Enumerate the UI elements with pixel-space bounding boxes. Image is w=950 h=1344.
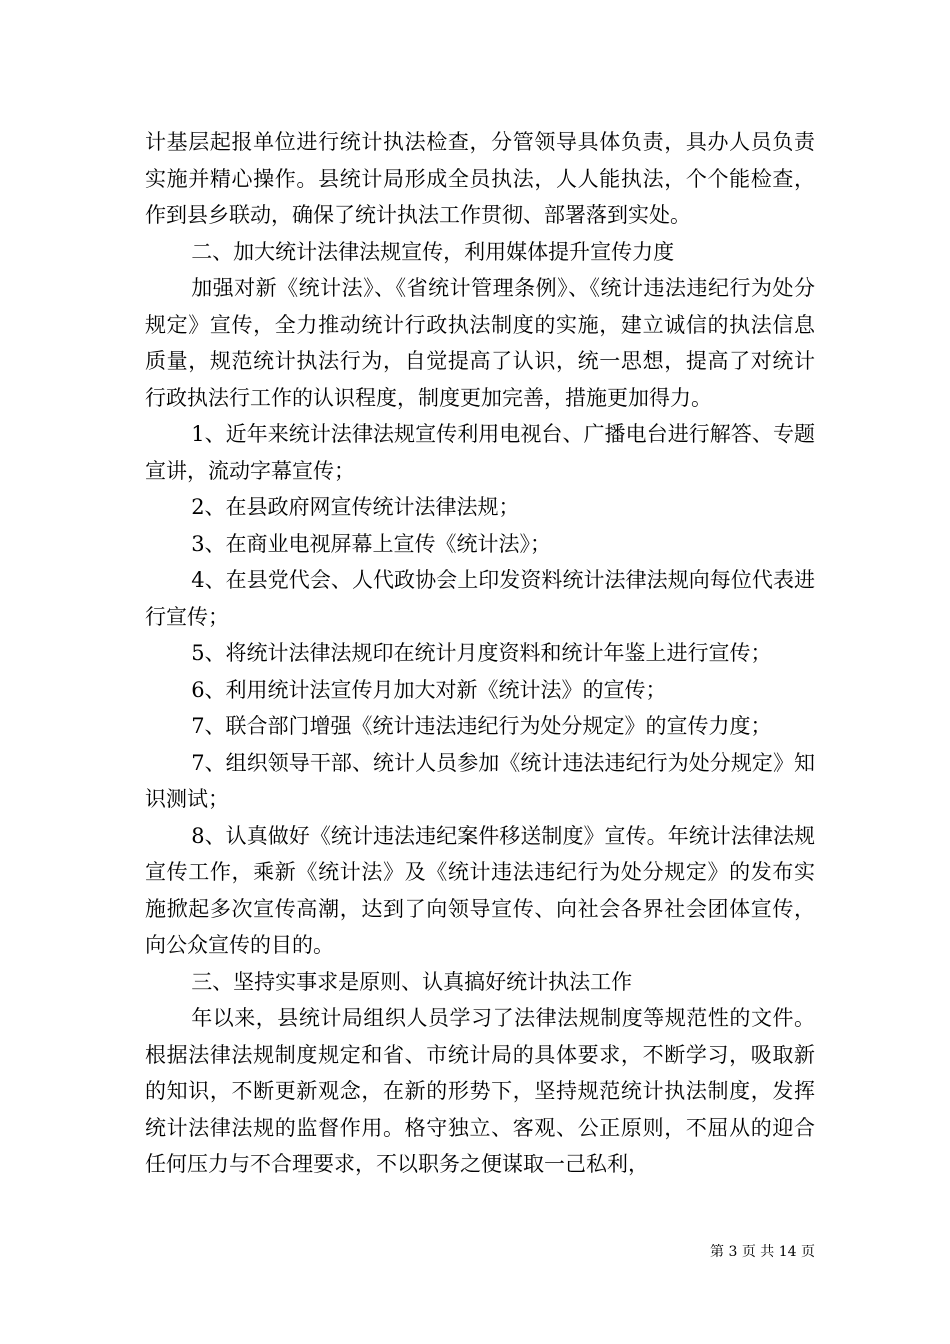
paragraph: 年以来，县统计局组织人员学习了法律法规制度等规范性的文件。根据法律法规制度规定和省、市统计局的具体要求，不断学习，吸取新的知识，不断更新观念，在新的形势下，坚持规范统计执法制度，发挥统计法律法规的监督作用。格守独立、客观、公正原则，不屈从的迎合任何压力与不合理要求，不以职务之便谋取一己私利， — [145, 1006, 815, 1176]
paragraph: 加强对新《统计法》、《省统计管理条例》、《统计违法违纪行为处分规定》宣传，全力推动统计行政执法制度的实施，建立诚信的执法信息质量，规范统计执法行为，自觉提高了认识，统一思想，提高了对统计行政执法行工作的认识程度，制度更加完善，措施更加得力。 — [145, 276, 815, 410]
list-item: 5、将统计法律法规印在统计月度资料和统计年鉴上进行宣传； — [191, 641, 772, 665]
section-heading: 二、加大统计法律法规宣传，利用媒体提升宣传力度 — [191, 239, 675, 264]
list-item: 6、利用统计法宣传月加大对新《统计法》的宣传； — [191, 677, 667, 702]
list-item: 8、认真做好《统计违法违纪案件移送制度》宣传。年统计法律法规宣传工作，乘新《统计法》及《统计违法违纪行为处分规定》的发布实施掀起多次宣传高潮，达到了向领导宣传、向社会各界社会团体宣传，向公众宣传的目的。 — [145, 823, 815, 957]
section-heading: 三、坚持实事求是原则、认真搞好统计执法工作 — [191, 969, 633, 994]
list-item: 1、近年来统计法律法规宣传利用电视台、广播电台进行解答、专题宣讲，流动字幕宣传； — [145, 422, 815, 483]
list-item: 3、在商业电视屏幕上宣传《统计法》； — [191, 531, 552, 556]
page-number: 第 3 页 共 14 页 — [710, 1244, 815, 1260]
list-item: 7、组织领导干部、统计人员参加《统计违法违纪行为处分规定》知识测试； — [145, 750, 815, 811]
document-body — [145, 124, 815, 1183]
list-item: 2、在县政府网宣传统计法律法规； — [191, 495, 520, 519]
list-item: 4、在县党代会、人代政协会上印发资料统计法律法规向每位代表进行宣传； — [145, 568, 815, 629]
paragraph: 计基层起报单位进行统计执法检查，分管领导具体负责，具办人员负责实施并精心操作。县统计局形成全员执法，人人能执法，个个能检查，作到县乡联动，确保了统计执法工作贯彻、部署落到实处。 — [145, 130, 815, 227]
list-item: 7、联合部门增强《统计违法违纪行为处分规定》的宣传力度； — [191, 714, 772, 738]
